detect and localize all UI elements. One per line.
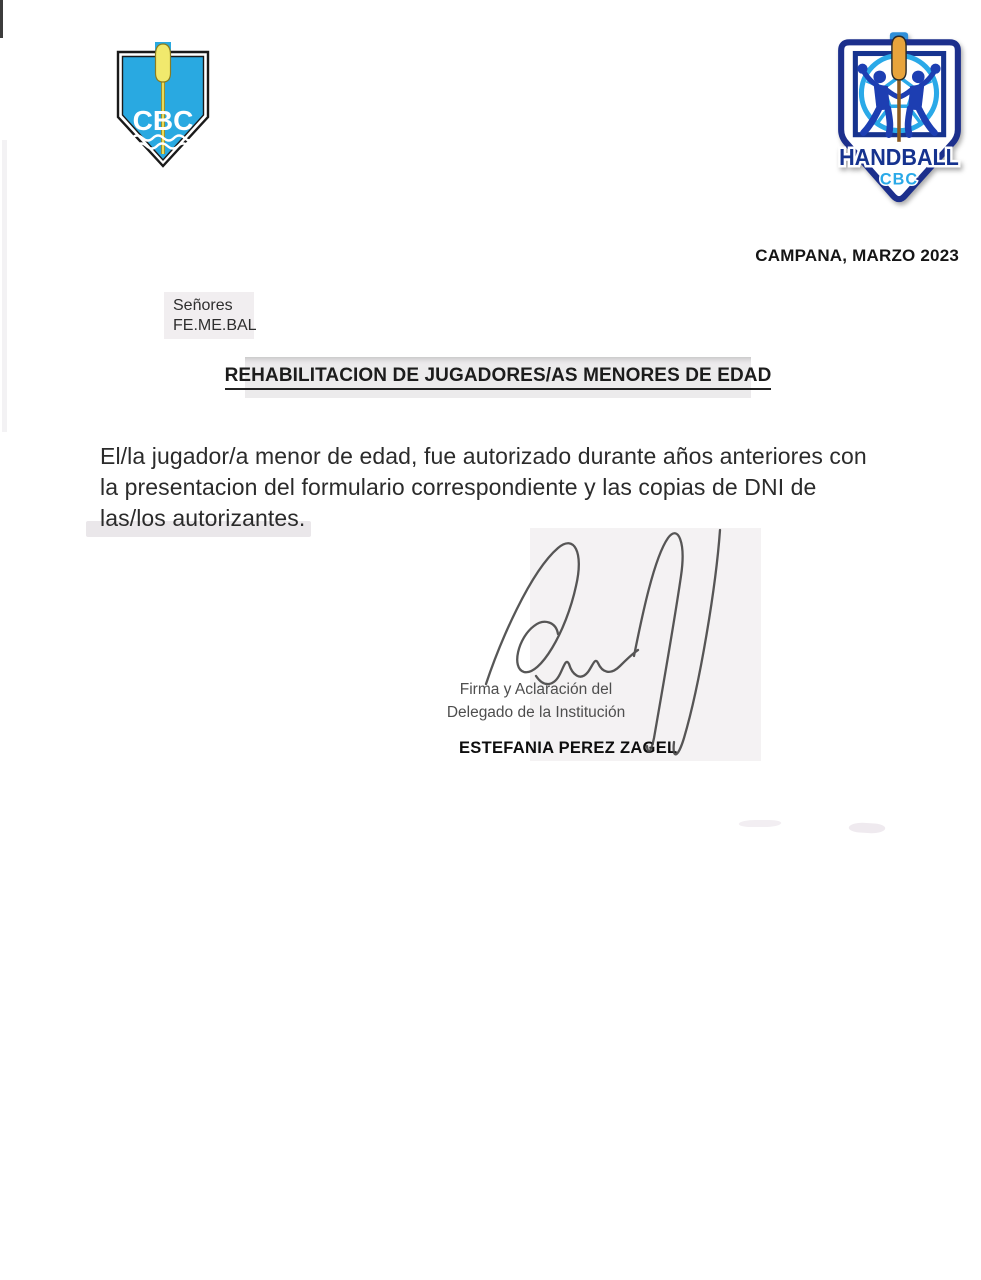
oar-blade-icon: [892, 36, 906, 80]
signature-scan-backdrop: [530, 528, 761, 761]
signature-caption-line: Delegado de la Institución: [446, 704, 626, 721]
oar-blade-icon: [156, 44, 171, 82]
scan-artifact-strip: [2, 140, 7, 432]
handball-banner-subtext: CBC: [879, 170, 919, 189]
body-line: las/los autorizantes.: [100, 505, 306, 531]
scan-artifact-corner: [0, 0, 3, 38]
cbc-shield-letters: CBC: [132, 105, 194, 136]
body-paragraph: [100, 441, 867, 534]
cbc-club-logo: [115, 42, 211, 172]
cbc-shield-icon: [115, 42, 211, 172]
body-line: la presentacion del formulario correspondiente y las copias de DNI de: [100, 474, 817, 500]
handball-banner-text: HANDBALL: [839, 144, 959, 171]
scan-smudge: [737, 820, 783, 827]
recipient-salutation: Señores: [173, 297, 233, 314]
delegate-name: ESTEFANIA PEREZ ZAGEL: [459, 739, 678, 757]
recipient-block: [164, 292, 257, 339]
recipient-organization: FE.ME.BAL: [173, 317, 257, 334]
handball-shield-icon: [831, 32, 968, 210]
signature-caption: [438, 678, 634, 724]
signature-caption-line: Firma y Aclaración del: [459, 681, 613, 698]
letter-title-band: [224, 357, 772, 398]
body-line: El/la jugador/a menor de edad, fue autorizado durante años anteriores con: [100, 443, 867, 469]
handball-cbc-logo: [831, 32, 968, 210]
letter-title: REHABILITACION DE JUGADORES/AS MENORES DE EDAD: [225, 365, 772, 390]
date-line: CAMPANA, MARZO 2023: [755, 246, 959, 265]
scan-smudge: [846, 822, 887, 834]
